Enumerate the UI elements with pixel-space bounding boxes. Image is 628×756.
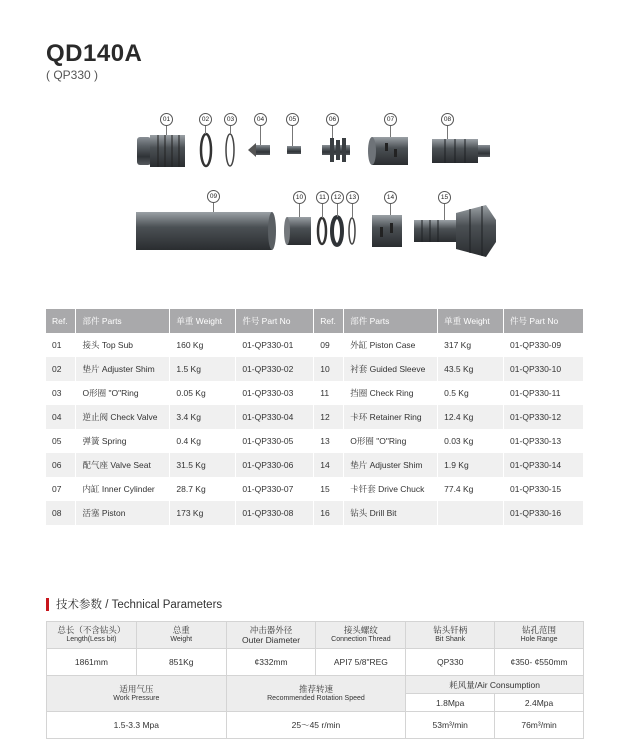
- cell-ref: 09: [314, 333, 344, 357]
- header-air-2-4mpa: 2.4Mpa: [495, 694, 584, 712]
- cell-part: 弹簧 Spring: [76, 429, 170, 453]
- table-row: [46, 429, 584, 453]
- header-connection-thread: 接头螺纹 Connection Thread: [316, 622, 406, 649]
- part-inner-cylinder: [368, 137, 408, 165]
- parts-illustration: [0, 105, 628, 305]
- part-label-03: 03: [224, 113, 237, 126]
- cell-weight: 1.5 Kg: [170, 357, 236, 381]
- product-title: QD140A: [46, 40, 143, 67]
- cell-weight: 43.5 Kg: [438, 357, 504, 381]
- leader-line: [299, 203, 300, 217]
- part-label-06: 06: [326, 113, 339, 126]
- part-label-10: 10: [293, 191, 306, 204]
- cell-part-no: 01-QP330-08: [236, 501, 314, 525]
- value-outer-diameter: ¢332mm: [226, 649, 316, 676]
- header-length: 总长（不含钻头） Length(Less bit): [47, 622, 137, 649]
- header-hole-range: 钻孔范围 Hole Range: [495, 622, 584, 649]
- cell-weight: 1.9 Kg: [438, 453, 504, 477]
- header-weight: 总重 Weight: [136, 622, 226, 649]
- cell-part-no: 01-QP330-14: [504, 453, 584, 477]
- leader-line: [444, 203, 445, 220]
- col-weight: 单重 Weight: [438, 309, 504, 333]
- cell-ref: 13: [314, 429, 344, 453]
- leader-line: [337, 203, 338, 217]
- parts-table-header: [46, 309, 584, 333]
- part-o-ring: [226, 134, 234, 166]
- cell-part: 卡环 Retainer Ring: [344, 405, 438, 429]
- cell-part: 外缸 Piston Case: [344, 333, 438, 357]
- cell-weight: 0.4 Kg: [170, 429, 236, 453]
- part-label-07: 07: [384, 113, 397, 126]
- parts-table: [46, 309, 584, 525]
- table-row: [46, 357, 584, 381]
- part-top-sub: [137, 135, 185, 167]
- part-shim: [201, 134, 211, 166]
- cell-ref: 11: [314, 381, 344, 405]
- cell-weight: 31.5 Kg: [170, 453, 236, 477]
- cell-ref: 06: [46, 453, 76, 477]
- value-rotation-speed: 25～45 r/min: [226, 712, 406, 739]
- part-label-04: 04: [254, 113, 267, 126]
- part-label-02: 02: [199, 113, 212, 126]
- cell-ref: 03: [46, 381, 76, 405]
- leader-line: [292, 125, 293, 146]
- leader-line: [390, 203, 391, 215]
- leader-line: [230, 125, 231, 134]
- cell-weight: 0.5 Kg: [438, 381, 504, 405]
- part-label-11: 11: [316, 191, 329, 204]
- col-part-no: 件号 Part No: [236, 309, 314, 333]
- leader-line: [322, 203, 323, 218]
- col-ref: Ref.: [314, 309, 344, 333]
- leader-line: [260, 125, 261, 145]
- section-heading: [46, 596, 222, 612]
- cell-weight: 317 Kg: [438, 333, 504, 357]
- part-check-ring: [318, 218, 326, 244]
- cell-part: 配气座 Valve Seat: [76, 453, 170, 477]
- cell-part-no: 01-QP330-04: [236, 405, 314, 429]
- part-check-valve: [248, 143, 270, 157]
- leader-line: [390, 125, 391, 137]
- value-connection-thread: API7 5/8"REG: [316, 649, 406, 676]
- part-spring: [287, 146, 301, 154]
- col-parts: 部件 Parts: [76, 309, 170, 333]
- part-adjuster-shim: [372, 215, 402, 247]
- part-label-14: 14: [384, 191, 397, 204]
- header-outer-diameter: 冲击器外径 Outer Diameter: [226, 622, 316, 649]
- part-o-ring-2: [349, 218, 355, 244]
- cell-part-no: 01-QP330-11: [504, 381, 584, 405]
- cell-ref: 14: [314, 453, 344, 477]
- part-label-15: 15: [438, 191, 451, 204]
- cell-part-no: 01-QP330-07: [236, 477, 314, 501]
- cell-part-no: 01-QP330-09: [504, 333, 584, 357]
- leader-line: [332, 125, 333, 138]
- leader-line: [352, 203, 353, 218]
- part-label-13: 13: [346, 191, 359, 204]
- part-piston-case: [136, 212, 276, 250]
- col-parts: 部件 Parts: [344, 309, 438, 333]
- value-hole-range: ¢350- ¢550mm: [495, 649, 584, 676]
- cell-part-no: 01-QP330-05: [236, 429, 314, 453]
- cell-part-no: 01-QP330-16: [504, 501, 584, 525]
- cell-part: O形圈 "O"Ring: [344, 429, 438, 453]
- leader-line: [447, 125, 448, 139]
- cell-part: 卡钎套 Drive Chuck: [344, 477, 438, 501]
- section-title: 技术参数 / Technical Parameters: [56, 599, 223, 611]
- header-air-consumption: 耗风量/Air Consumption: [406, 676, 584, 694]
- cell-part-no: 01-QP330-06: [236, 453, 314, 477]
- cell-weight: 28.7 Kg: [170, 477, 236, 501]
- header-air-1-8mpa: 1.8Mpa: [406, 694, 495, 712]
- value-weight: 851Kg: [136, 649, 226, 676]
- part-label-05: 05: [286, 113, 299, 126]
- cell-part: 衬套 Guided Sleeve: [344, 357, 438, 381]
- value-air-1-8mpa: 53m³/min: [406, 712, 495, 739]
- leader-line: [166, 125, 167, 135]
- table-row: [47, 649, 584, 676]
- cell-part-no: 01-QP330-12: [504, 405, 584, 429]
- cell-part: O形圈 "O"Ring: [76, 381, 170, 405]
- col-ref: Ref.: [46, 309, 76, 333]
- cell-part: 内缸 Inner Cylinder: [76, 477, 170, 501]
- cell-weight: 0.05 Kg: [170, 381, 236, 405]
- cell-part-no: 01-QP330-10: [504, 357, 584, 381]
- part-guided-sleeve: [284, 217, 311, 245]
- part-label-09: 09: [207, 190, 220, 203]
- cell-part: 钻头 Drill Bit: [344, 501, 438, 525]
- table-row: [47, 676, 584, 694]
- table-row: [46, 477, 584, 501]
- cell-part-no: 01-QP330-15: [504, 477, 584, 501]
- table-row: [47, 712, 584, 739]
- exploded-parts-diagram: [0, 105, 628, 305]
- product-model: ( QP330 ): [46, 68, 99, 82]
- header-rotation-speed: 推荐转速 Recommended Rotation Speed: [226, 676, 406, 712]
- technical-parameters-table: [46, 621, 584, 739]
- cell-part-no: 01-QP330-02: [236, 357, 314, 381]
- cell-ref: 04: [46, 405, 76, 429]
- table-row: [46, 501, 584, 525]
- cell-ref: 15: [314, 477, 344, 501]
- cell-part: 垫片 Adjuster Shim: [344, 453, 438, 477]
- part-label-12: 12: [331, 191, 344, 204]
- part-label-01: 01: [160, 113, 173, 126]
- cell-weight: 160 Kg: [170, 333, 236, 357]
- leader-line: [205, 125, 206, 134]
- cell-part: 活塞 Piston: [76, 501, 170, 525]
- part-label-08: 08: [441, 113, 454, 126]
- col-weight: 单重 Weight: [170, 309, 236, 333]
- value-work-pressure: 1.5-3.3 Mpa: [47, 712, 227, 739]
- cell-part: 垫片 Adjuster Shim: [76, 357, 170, 381]
- part-drive-chuck: [414, 205, 496, 257]
- cell-ref: 01: [46, 333, 76, 357]
- table-row: [46, 453, 584, 477]
- value-air-2-4mpa: 76m³/min: [495, 712, 584, 739]
- col-part-no: 件号 Part No: [504, 309, 584, 333]
- cell-weight: 0.03 Kg: [438, 429, 504, 453]
- cell-weight: 3.4 Kg: [170, 405, 236, 429]
- cell-part: 挡圈 Check Ring: [344, 381, 438, 405]
- cell-weight: 173 Kg: [170, 501, 236, 525]
- leader-line: [213, 202, 214, 212]
- cell-part-no: 01-QP330-01: [236, 333, 314, 357]
- cell-weight: 12.4 Kg: [438, 405, 504, 429]
- cell-ref: 10: [314, 357, 344, 381]
- cell-part: 逆止阀 Check Valve: [76, 405, 170, 429]
- cell-ref: 07: [46, 477, 76, 501]
- cell-part-no: 01-QP330-03: [236, 381, 314, 405]
- cell-part: 接头 Top Sub: [76, 333, 170, 357]
- header-work-pressure: 适用气压 Work Pressure: [47, 676, 227, 712]
- table-row: [46, 381, 584, 405]
- table-row: [46, 333, 584, 357]
- cell-ref: 08: [46, 501, 76, 525]
- header-bit-shank: 钻头钎柄 Bit Shank: [406, 622, 495, 649]
- table-row: [46, 405, 584, 429]
- cell-ref: 12: [314, 405, 344, 429]
- cell-weight: 77.4 Kg: [438, 477, 504, 501]
- cell-ref: 02: [46, 357, 76, 381]
- part-valve-seat: [322, 138, 350, 162]
- part-piston: [432, 139, 490, 163]
- cell-weight: [438, 501, 504, 525]
- table-row: [47, 622, 584, 649]
- cell-part-no: 01-QP330-13: [504, 429, 584, 453]
- value-length: 1861mm: [47, 649, 137, 676]
- part-retainer-ring: [332, 217, 342, 245]
- accent-bar: [46, 598, 49, 611]
- value-bit-shank: QP330: [406, 649, 495, 676]
- cell-ref: 05: [46, 429, 76, 453]
- cell-ref: 16: [314, 501, 344, 525]
